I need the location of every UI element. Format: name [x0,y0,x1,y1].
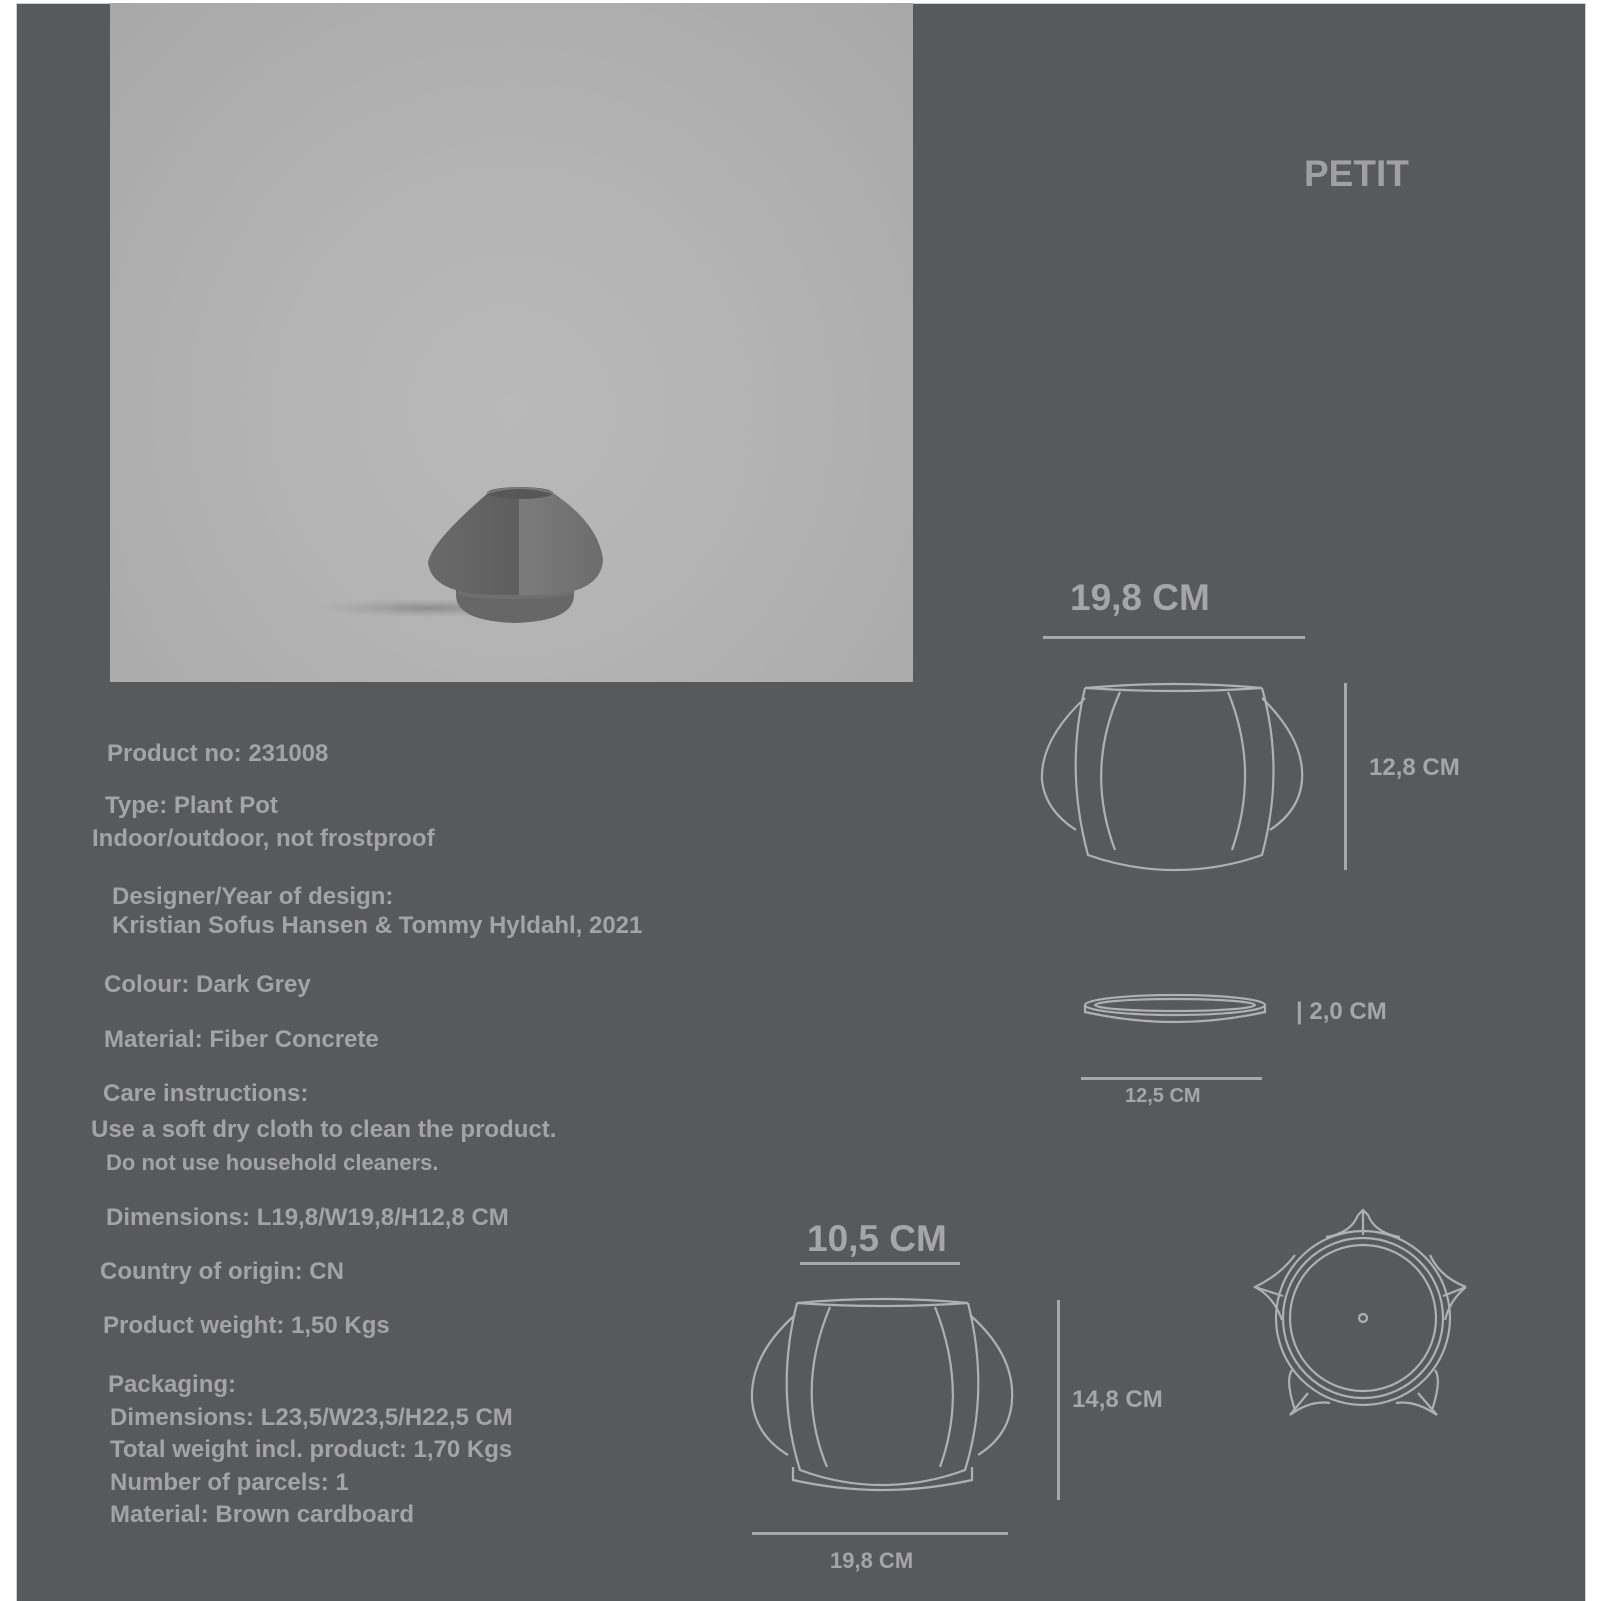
saucer-width-dimension-line [1081,1077,1262,1080]
packaging-parcels: Number of parcels: 1 [110,1469,349,1496]
weight-spec: Product weight: 1,50 Kgs [103,1312,390,1339]
saucer-side-view-icon [1080,990,1270,1040]
packaging-dimensions: Dimensions: L23,5/W23,5/H22,5 CM [110,1404,513,1431]
product-type: Type: Plant Pot [105,792,278,819]
pot-top-width-dimension-line [800,1262,960,1265]
pot-with-saucer-height-label: 14,8 CM [1072,1386,1163,1413]
product-photo [110,3,913,682]
pot-with-saucer-height-dimension-line [1057,1300,1060,1500]
pot-with-saucer-front-view-icon [750,1295,1015,1505]
pot-height-dimension-line [1344,683,1347,870]
pot-with-saucer-width-dimension-line [752,1532,1008,1535]
pot-top-width-label: 10,5 CM [807,1218,947,1259]
product-number: Product no: 231008 [107,740,329,767]
dimensions-spec: Dimensions: L19,8/W19,8/H12,8 CM [106,1204,509,1231]
pot-with-saucer-width-label: 19,8 CM [830,1548,914,1573]
colour-spec: Colour: Dark Grey [104,971,311,998]
packaging-weight: Total weight incl. product: 1,70 Kgs [110,1436,513,1463]
saucer-height-label: | 2,0 CM [1296,998,1387,1025]
designer-value: Kristian Sofus Hansen & Tommy Hyldahl, 2021 [112,912,643,939]
material-spec: Material: Fiber Concrete [104,1026,379,1053]
country-spec: Country of origin: CN [100,1258,344,1285]
designer-label: Designer/Year of design: [112,883,394,910]
pot-front-view-icon [1040,680,1310,880]
care-line-1: Use a soft dry cloth to clean the product. [91,1116,557,1143]
packaging-material: Material: Brown cardboard [110,1501,415,1528]
pot-width-dimension-line [1043,636,1305,639]
packaging-label: Packaging: [108,1371,237,1398]
pot-height-label: 12,8 CM [1369,754,1460,781]
care-line-2: Do not use household cleaners. [106,1150,439,1175]
care-label: Care instructions: [103,1080,309,1107]
product-type-note: Indoor/outdoor, not frostproof [92,825,435,852]
saucer-width-label: 12,5 CM [1125,1085,1201,1107]
product-title: PETIT [1304,153,1409,194]
pot-width-label: 19,8 CM [1070,577,1210,618]
pot-top-view-icon [1250,1205,1470,1425]
plant-pot-photo-icon [110,3,913,682]
